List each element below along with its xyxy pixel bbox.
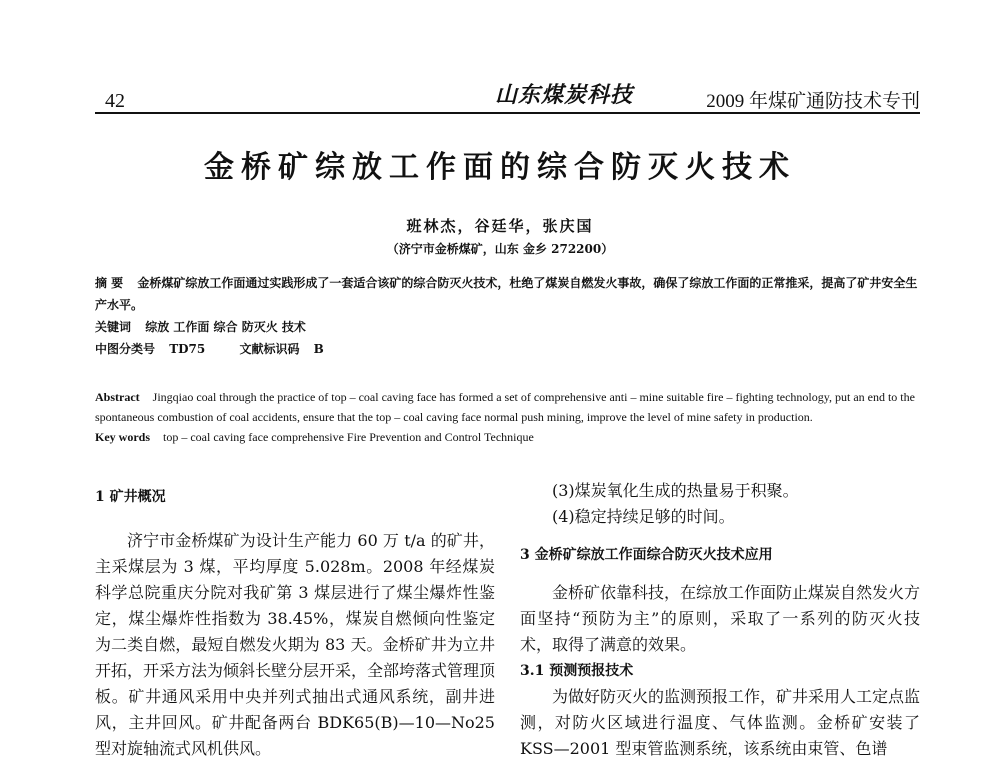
page-number: 42	[105, 90, 125, 112]
subsection-3-1-paragraph: 为做好防灭火的监测预报工作，矿井采用人工定点监测，对防火区域进行温度、气体监测。金桥矿安装了 KSS—2001 型束管监测系统，该系统由束管、色谱	[520, 687, 921, 758]
chinese-abstract-block	[95, 272, 920, 360]
list-item-4: (4)稳定持续足够的时间。	[552, 507, 735, 526]
right-column	[520, 478, 920, 762]
header-rule	[95, 112, 920, 114]
keywords-cn	[95, 316, 920, 338]
classification-value: TD75	[169, 342, 206, 356]
doc-code-value: B	[313, 342, 324, 356]
keywords-en-label: Key words	[95, 430, 150, 444]
keywords-en	[95, 427, 920, 447]
abstract-cn-text: 金桥煤矿综放工作面通过实践形成了一套适合该矿的综合防灭火技术，杜绝了煤炭自燃发火事故，确保了综放工作面的正常推采，提高了矿井安全生产水平。	[95, 276, 918, 312]
section-3-heading: 3 金桥矿综放工作面综合防灭火技术应用	[520, 547, 773, 563]
keywords-cn-text: 综放 工作面 综合 防灭火 技术	[145, 320, 306, 334]
keywords-en-text: top – coal caving face comprehensive Fire Prevention and Control Technique	[163, 430, 534, 444]
abstract-cn-label: 摘 要	[95, 276, 124, 290]
subsection-3-1-heading: 3.1 预测预报技术	[520, 663, 634, 679]
abstract-cn	[95, 272, 920, 316]
left-column	[95, 484, 495, 762]
classification-label: 中图分类号	[95, 342, 156, 356]
article-title: 金桥矿综放工作面的综合防灭火技术	[204, 150, 796, 185]
journal-name: 山东煤炭科技	[495, 82, 634, 108]
section-3-paragraph: 金桥矿依靠科技，在综放工作面防止煤炭自然发火方面坚持“预防为主”的原则，采取了一系列的防灭火技术，取得了满意的效果。	[520, 583, 921, 654]
keywords-cn-label: 关键词	[95, 320, 132, 334]
english-abstract-block	[95, 387, 920, 447]
article-authors: 班林杰，谷廷华，张庆国	[406, 217, 594, 235]
abstract-en-label: Abstract	[95, 390, 140, 404]
abstract-en	[95, 387, 920, 427]
classification-line	[95, 338, 920, 360]
section-1-paragraph: 济宁市金桥煤矿为设计生产能力 60 万 t/a 的矿井，主采煤层为 3 煤，平均厚度 5.028m。2008 年经煤炭科学总院重庆分院对我矿第 3 煤层进行了煤尘爆炸性鉴定，煤尘爆炸性指数为 38.45%，煤炭自燃倾向性鉴定为二类自燃，最短自燃发火期为 83 天。金桥矿井为立井开拓，开采方法为倾斜长壁分层开采，全部垮落式管理顶板。矿井通风采用中央并列式抽出式通风系统，副井进风，主井回风。矿井配备两台 BDK65(B)—10—No25 型对旋轴流式风机供风。	[95, 531, 496, 758]
abstract-en-text: Jingqiao coal through the practice of top – coal caving face has formed a set of comprehensive anti – mine suitable fire – fighting technology, put an end to the spontaneous combustion of coal accidents, ensure that the top – coal caving face normal push mining, improve the level of mine safety in production.	[95, 390, 915, 424]
author-affiliation: （济宁市金桥煤矿，山东 金乡 272200）	[386, 242, 614, 256]
section-1-heading: 1 矿井概况	[95, 489, 166, 505]
list-item-3: (3)煤炭氧化生成的热量易于积聚。	[552, 481, 799, 500]
doc-code-label: 文献标识码	[239, 342, 300, 356]
special-issue-label: 2009 年煤矿通防技术专刊	[706, 91, 920, 112]
